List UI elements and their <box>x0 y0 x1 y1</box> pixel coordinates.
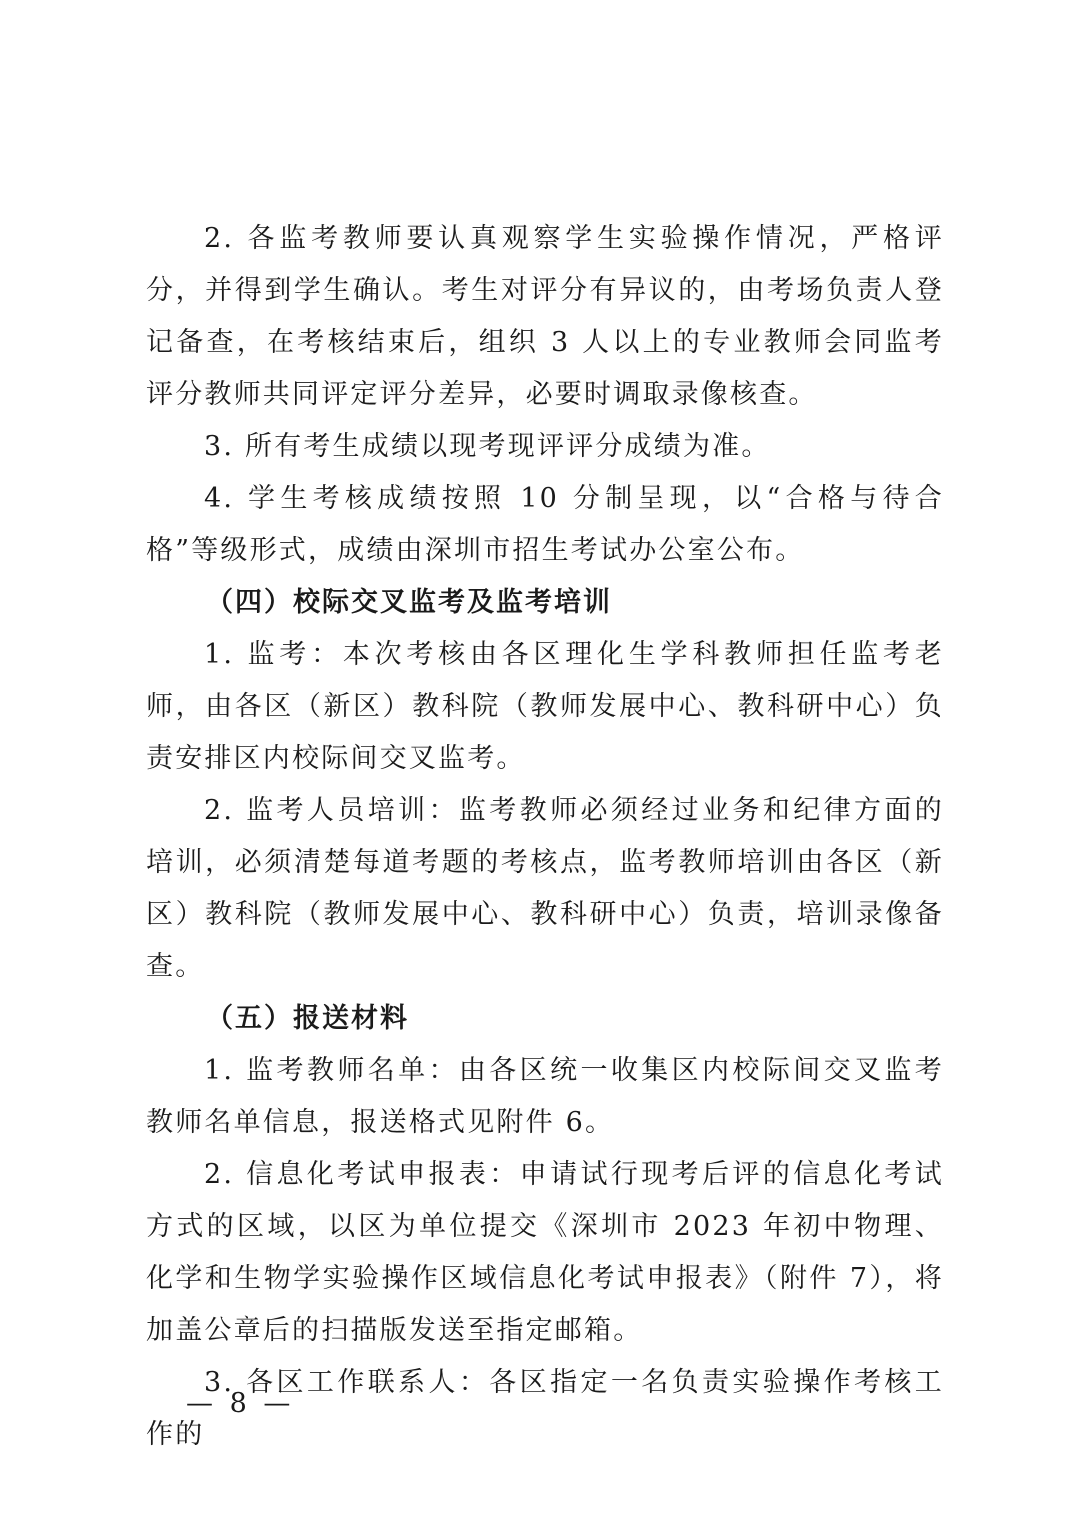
paragraph-invigilator-training: 2. 监考人员培训：监考教师必须经过业务和纪律方面的培训，必须清楚每道考题的考核点，监考教师培训由各区（新区）教科院（教师发展中心、教科研中心）负责，培训录像备查。 <box>146 795 944 982</box>
paragraph-score-basis: 3. 所有考生成绩以现考现评评分成绩为准。 <box>204 431 771 462</box>
paragraph-invigilator-list: 1. 监考教师名单：由各区统一收集区内校际间交叉监考教师名单信息，报送格式见附件 6。 <box>146 1055 944 1138</box>
paragraph-score-format: 4. 学生考核成绩按照 10 分制呈现，以“合格与待合格”等级形式，成绩由深圳市招生考试办公室公布。 <box>146 483 944 566</box>
paragraph-review-procedure: 2. 各监考教师要认真观察学生实验操作情况，严格评分，并得到学生确认。考生对评分有异议的，由考场负责人登记备查，在考核结束后，组织 3 人以上的专业教师会同监考评分教师共同评定评分差异，必要时调取录像核查。 <box>146 223 944 410</box>
paragraph-district-contact: 3. 各区工作联系人：各区指定一名负责实验操作考核工作的 <box>146 1367 944 1450</box>
page-number: — 8 — <box>186 1388 295 1419</box>
paragraph-invigilation: 1. 监考：本次考核由各区理化生学科教师担任监考老师，由各区（新区）教科院（教师发展中心、教科研中心）负责安排区内校际间交叉监考。 <box>146 639 944 774</box>
section-heading-cross-invigilation: （四）校际交叉监考及监考培训 <box>206 587 612 618</box>
section-heading-submission-materials: （五）报送材料 <box>206 1003 409 1034</box>
document-body <box>146 213 944 1461</box>
paragraph-application-form: 2. 信息化考试申报表：申请试行现考后评的信息化考试方式的区域，以区为单位提交《深圳市 2023 年初中物理、化学和生物学实验操作区域信息化考试申报表》（附件 7），将加盖公章后的扫描版发送至指定邮箱。 <box>146 1159 944 1346</box>
